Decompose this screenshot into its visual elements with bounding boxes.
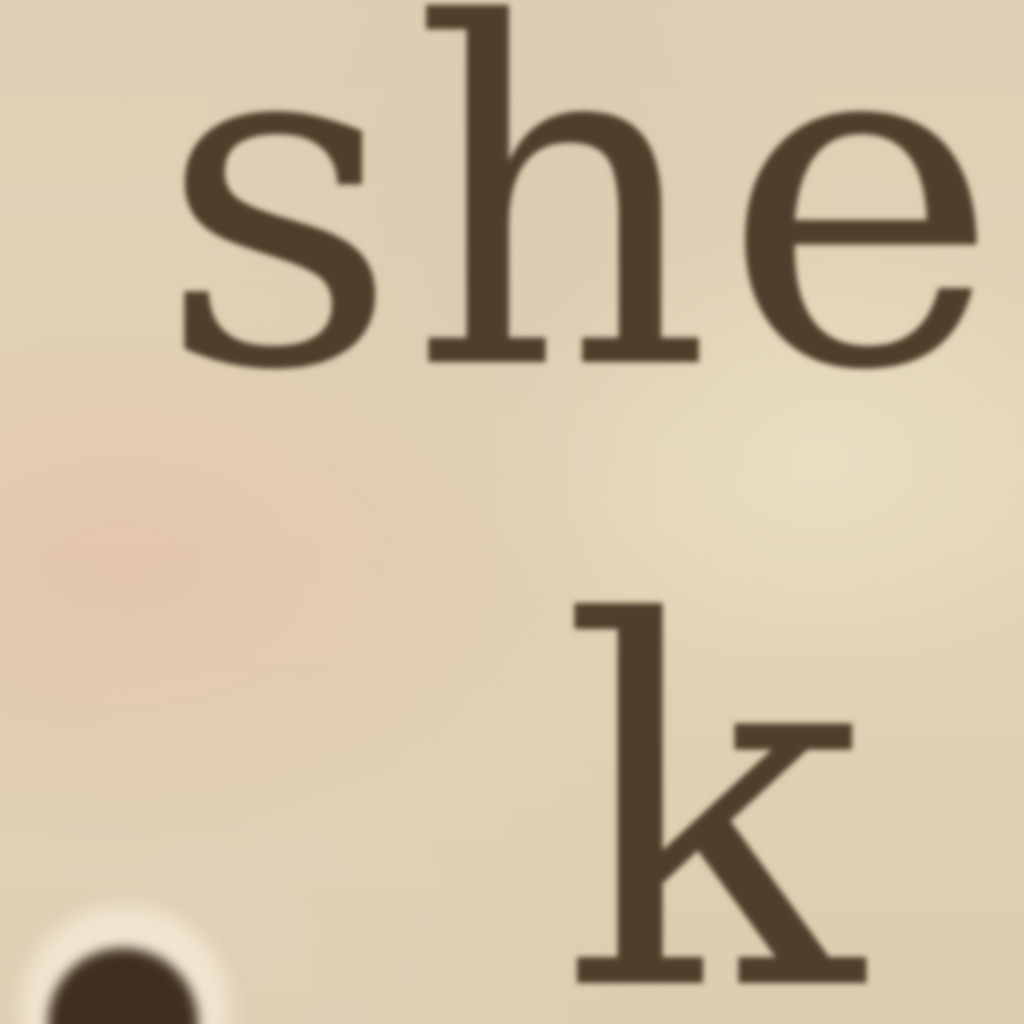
printed-letter-k: k — [560, 519, 873, 1024]
printed-word-she: she — [158, 0, 1011, 473]
